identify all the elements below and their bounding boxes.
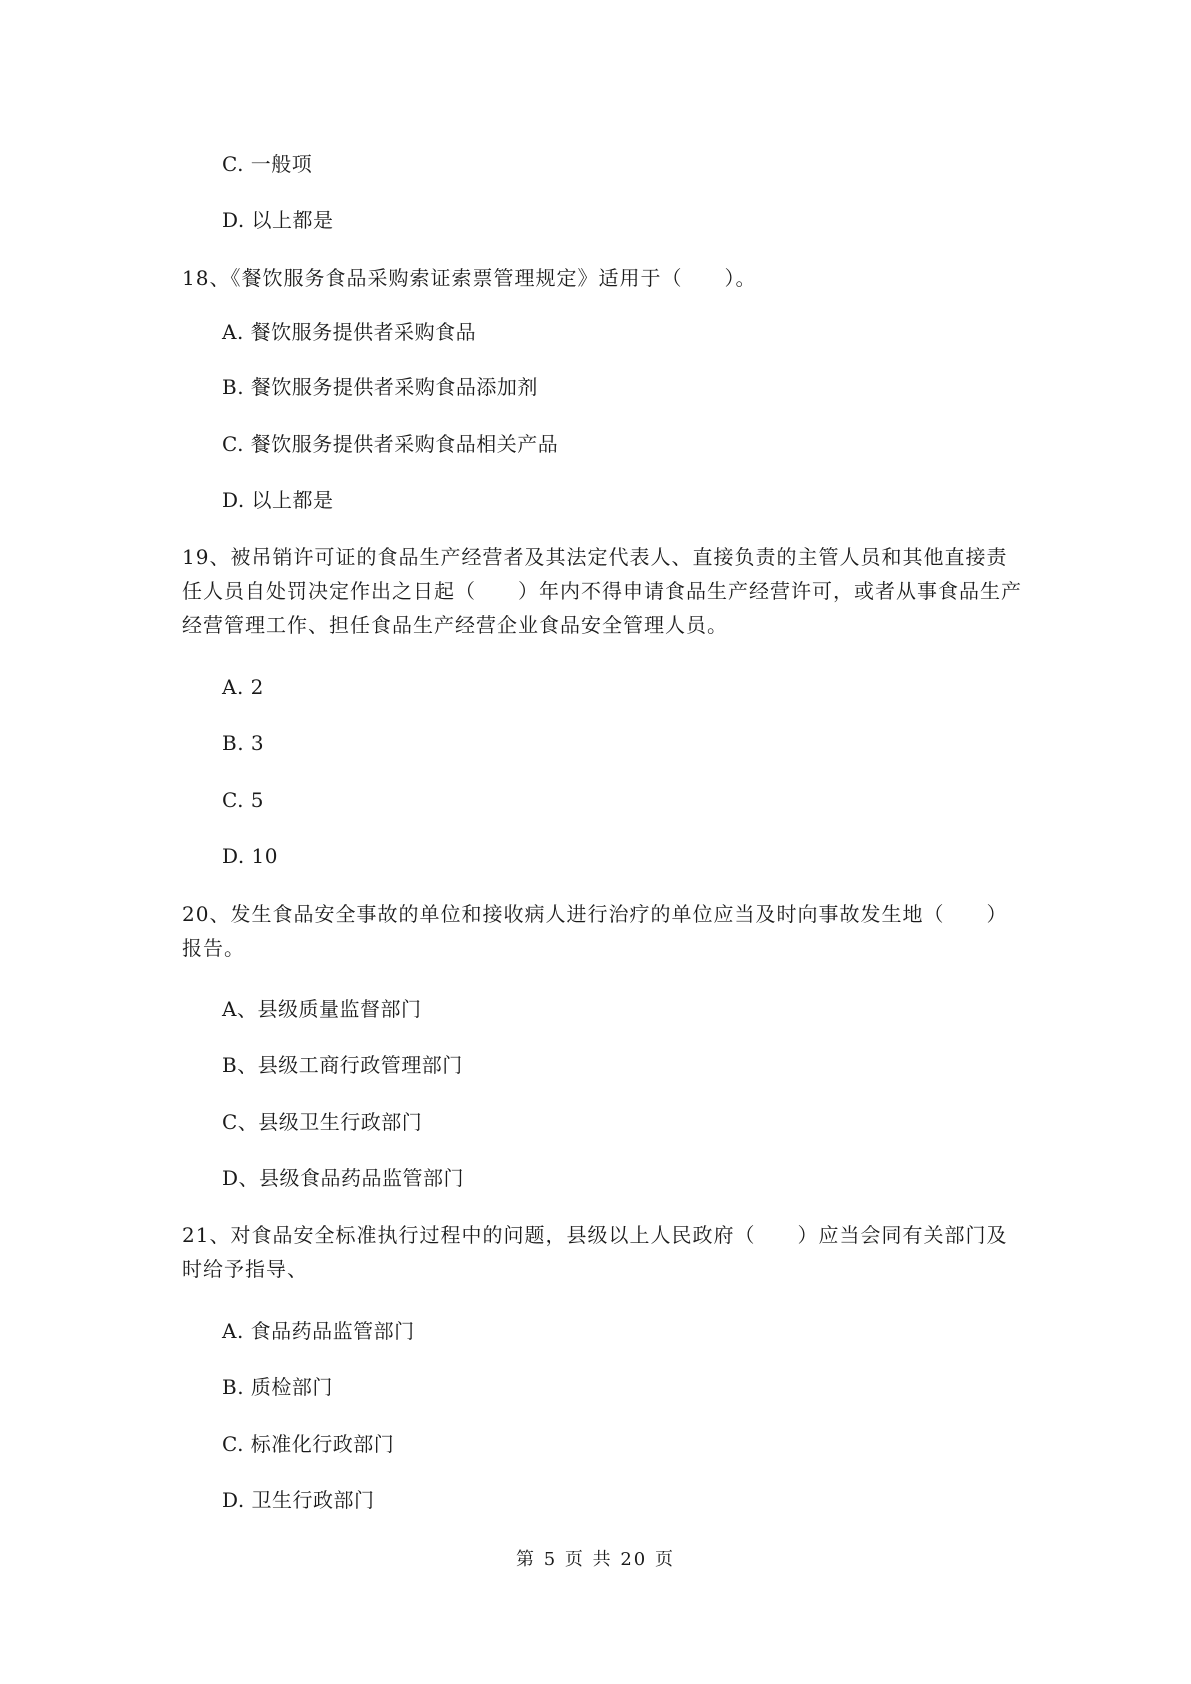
option-19-d: D. 10: [222, 844, 278, 868]
question-21: 21、对食品安全标准执行过程中的问题，县级以上人民政府（ ）应当会同有关部门及时给予指导、: [182, 1223, 1008, 1281]
option-20-b: B、县级工商行政管理部门: [222, 1053, 463, 1077]
question-19: 19、被吊销许可证的食品生产经营者及其法定代表人、直接负责的主管人员和其他直接责任人员自处罚决定作出之日起（ ）年内不得申请食品生产经营许可，或者从事食品生产经营管理工作、担任食品生产经营企业食品安全管理人员。: [182, 545, 1022, 637]
option-20-d: D、县级食品药品监管部门: [222, 1166, 465, 1190]
option-18-d: D. 以上都是: [222, 488, 334, 512]
option-17-c: C. 一般项: [222, 152, 313, 176]
question-18: 18、《餐饮服务食品采购索证索票管理规定》适用于（ ）。: [182, 266, 757, 290]
page-number-footer: 第 5 页 共 20 页: [516, 1549, 675, 1570]
option-19-b: B. 3: [222, 731, 265, 755]
option-21-b: B. 质检部门: [222, 1375, 333, 1399]
option-18-c: C. 餐饮服务提供者采购食品相关产品: [222, 432, 559, 456]
option-21-a: A. 食品药品监管部门: [222, 1319, 415, 1343]
option-21-c: C. 标准化行政部门: [222, 1432, 395, 1456]
option-19-a: A. 2: [222, 675, 264, 699]
option-19-c: C. 5: [222, 788, 265, 812]
question-20: 20、发生食品安全事故的单位和接收病人进行治疗的单位应当及时向事故发生地（ ）报告。: [182, 902, 1008, 960]
option-17-d: D. 以上都是: [222, 208, 334, 232]
option-20-a: A、县级质量监督部门: [222, 997, 422, 1021]
option-18-b: B. 餐饮服务提供者采购食品添加剂: [222, 375, 538, 399]
option-21-d: D. 卫生行政部门: [222, 1488, 375, 1512]
option-18-a: A. 餐饮服务提供者采购食品: [222, 320, 477, 344]
option-20-c: C、县级卫生行政部门: [222, 1110, 423, 1134]
